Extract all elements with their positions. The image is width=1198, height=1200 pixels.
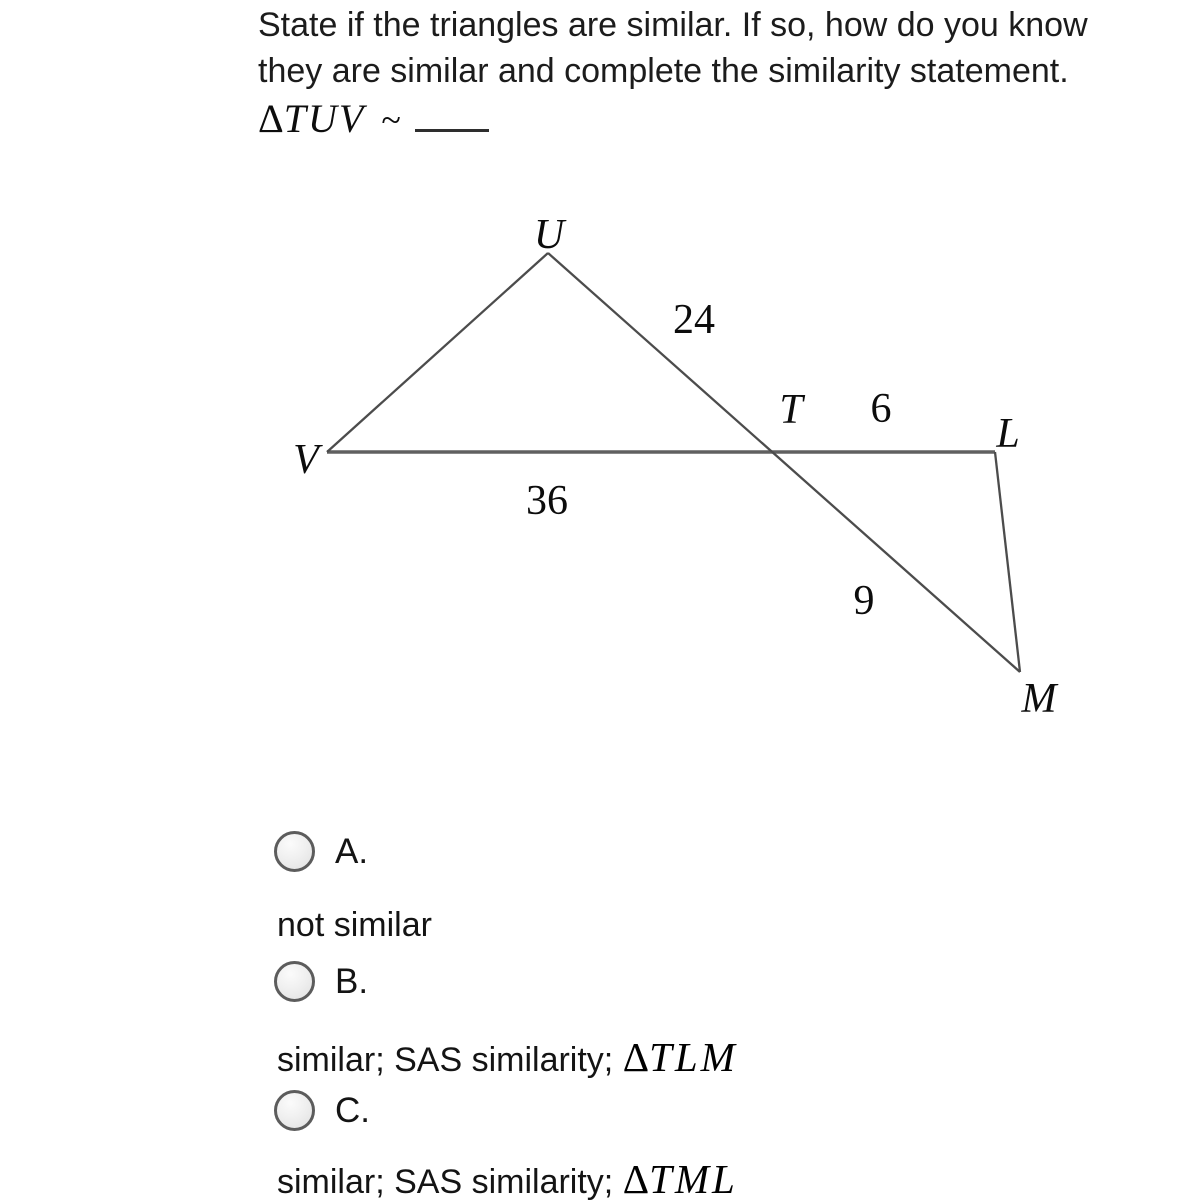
option-b-math-delta: Δ xyxy=(622,1034,650,1080)
option-a-text[interactable] xyxy=(277,898,432,946)
option-b-description: similar; SAS similarity; xyxy=(277,1041,623,1079)
option-a-description: not similar xyxy=(277,906,432,944)
option-c-math-letters: TML xyxy=(649,1156,738,1200)
answer-blank xyxy=(415,99,489,132)
option-c-letter: C. xyxy=(335,1090,370,1130)
option-a-row[interactable] xyxy=(274,831,368,872)
option-b-math-letters: TLM xyxy=(649,1034,738,1080)
option-b-row[interactable] xyxy=(274,961,368,1002)
triangle-name: TUV xyxy=(283,96,366,141)
radio-option-b[interactable] xyxy=(274,961,315,1002)
similar-symbol: ~ xyxy=(381,100,401,140)
option-b-letter: B. xyxy=(335,961,369,1001)
vertex-label-V: V xyxy=(293,437,319,483)
question-line-2: they are similar and complete the similarity statement. xyxy=(258,52,1069,90)
question-line-1: State if the triangles are similar. If so, how do you know xyxy=(258,6,1088,44)
side-label-UT: 24 xyxy=(673,297,715,343)
option-a-letter: A. xyxy=(335,831,369,871)
option-b-text[interactable] xyxy=(277,1033,738,1081)
option-c-text[interactable] xyxy=(277,1155,738,1200)
segment-UM xyxy=(548,253,1020,672)
vertex-label-T: T xyxy=(779,387,803,433)
question-text xyxy=(258,2,1158,143)
similarity-statement xyxy=(258,96,1158,143)
option-c-description: similar; SAS similarity; xyxy=(277,1163,623,1200)
delta-symbol: Δ xyxy=(258,96,284,141)
option-c-math-delta: Δ xyxy=(622,1156,650,1200)
vertex-label-L: L xyxy=(996,411,1020,457)
segment-LM xyxy=(995,452,1020,672)
radio-option-a[interactable] xyxy=(274,831,315,872)
side-label-TL: 6 xyxy=(870,386,892,432)
triangle-figure xyxy=(260,195,1070,715)
segment-UV xyxy=(327,253,548,452)
vertex-label-M: M xyxy=(1021,676,1057,715)
side-label-TM: 9 xyxy=(853,578,875,624)
side-label-VT: 36 xyxy=(526,478,568,524)
radio-option-c[interactable] xyxy=(274,1090,315,1131)
vertex-label-U: U xyxy=(533,212,565,258)
option-c-row[interactable] xyxy=(274,1090,370,1131)
